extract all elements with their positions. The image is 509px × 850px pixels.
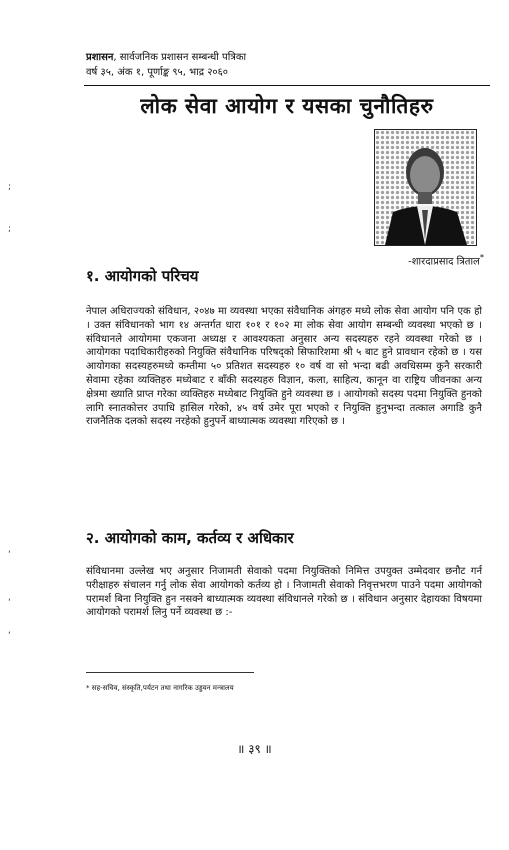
footnote-rule bbox=[86, 672, 254, 673]
author-portrait-image bbox=[375, 130, 476, 245]
section-heading-1: १. आयोगको परिचय bbox=[86, 267, 199, 285]
margin-mark: ‘ bbox=[8, 550, 11, 560]
journal-name: प्रशासन bbox=[86, 52, 114, 63]
author-byline bbox=[370, 252, 484, 267]
author-footnote-mark: * bbox=[479, 252, 484, 262]
section-heading-2: २. आयोगको काम, कर्तव्य र अधिकार bbox=[86, 529, 294, 547]
margin-mark: ; bbox=[8, 182, 12, 192]
margin-mark: ‘ bbox=[8, 631, 11, 641]
section-body-2: संविधानमा उल्लेख भए अनुसार निजामती सेवाको पदमा नियुक्तिको निमित्त उपयुक्त उम्मेदवार छनौट गर्न परीक्षाहरु संचालन गर्नु लोक सेवा आयोगको कर्तव्य हो । निजामती सेवाको निवृत्तभरण पाउने पदमा आयोगको परामर्श बिना नियुक्ति हुन नसक्ने बाध्यात्मक व्यवस्था संविधानले गरेको छ । संविधान अनुसार देहायका विषयमा आयोगको परामर्श लिनु पर्ने व्यवस्था छ :- bbox=[86, 566, 482, 619]
footnote: * सह-सचिव, संस्कृति,पर्यटन तथा नागरिक उड्डयन मन्त्रालय bbox=[86, 684, 234, 692]
author-photo bbox=[374, 129, 477, 246]
page-number: ॥ ३९ ॥ bbox=[237, 742, 272, 756]
margin-mark: ‘ bbox=[8, 598, 11, 608]
margin-mark: ; bbox=[8, 224, 12, 234]
article-title: लोक सेवा आयोग र यसका चुनौतिहरु bbox=[140, 94, 434, 118]
section-body-1: नेपाल अधिराज्यको संविधान, २०४७ मा व्यवस्था भएका संवैधानिक अंगहरु मध्ये लोक सेवा आयोग पनि एक हो । उक्त संविधानको भाग १४ अन्तर्गत धारा १०१ र १०२ मा लोक सेवा आयोग सम्बन्धी व्यवस्था भएको छ । संविधानले आयोगमा एकजना अध्यक्ष र आवश्यकता अनुसार अन्य सदस्यहरु रहने व्यवस्था गरेको छ । आयोगका पदाधिकारीहरुको नियुक्ति संवैधानिक परिषद्को सिफारिशमा श्री ५ बाट हुने प्रावधान रहेको छ । यस आयोगका सदस्यहरुमध्ये कम्तीमा ५० प्रतिशत सदस्यहरु १० वर्ष वा सो भन्दा बढी अवधिसम्म कुनै सरकारी सेवामा रहेका व्यक्तिहरु मध्येबाट र बाँकी सदस्यहरु विज्ञान, कला, साहित्य, कानून वा राष्ट्रिय जीवनका अन्य क्षेत्रमा ख्याति प्राप्त गरेका व्यक्तिहरु मध्येबाट नियुक्ति हुने व्यवस्था छ । आयोगको सदस्य पदमा नियुक्ति हुनको लागि स्नातकोत्तर उपाधि हासिल गरेको, ४५ वर्ष उमेर पूरा भएको र नियुक्ति हुनुभन्दा तत्काल अगाडि कुनै राजनैतिक दलको सदस्य नरहेको हुनुपर्ने बाध्यात्मक व्यवस्था गरिएको छ । bbox=[86, 306, 482, 428]
header-rule bbox=[84, 85, 490, 86]
journal-subtitle: , सार्वजनिक प्रशासन सम्बन्धी पत्रिका bbox=[113, 52, 247, 63]
journal-issue: वर्ष ३५, अंक १, पूर्णाङ्क ९५, भाद्र २०६० bbox=[86, 67, 229, 78]
journal-header bbox=[86, 50, 246, 80]
author-name: -शारदाप्रसाद त्रिताल bbox=[408, 256, 480, 268]
